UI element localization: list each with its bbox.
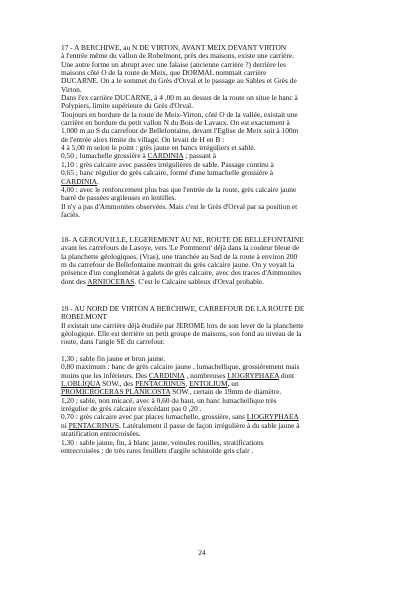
text-line: [61, 447, 351, 455]
text-line: [61, 278, 351, 286]
text-segment: , un: [227, 379, 239, 389]
text-segment: SOW., des: [100, 379, 136, 389]
text-segment: présence d'un conglomérat à galets de grès calcaire, avec des traces d'Ammonites: [61, 268, 302, 278]
text-segment: ; passant à: [183, 151, 216, 161]
text-segment: Une autre forme un abrupt avec une falaise (ancienne carrière ?) derrière les: [61, 59, 286, 69]
text-segment: la planchette géologiques, (Vras), une tranchée au Sud de la route à environ 200: [61, 251, 298, 261]
text-segment: DUCARNE. On a le sommet du Grès d'Orval et le passage au Sables et Grès de: [61, 76, 297, 86]
section-18: [61, 236, 351, 286]
text-segment: . C'est le Calcaire sableux d'Orval probable.: [134, 276, 265, 286]
underlined-taxon: CARDINIA: [61, 176, 98, 186]
text-line: [61, 338, 351, 346]
text-segment: à l'entrée même du vallon de Robelmont, près des maisons, existe une carrière.: [61, 51, 295, 61]
underlined-taxon: PENTACRINUS: [135, 379, 186, 389]
underlined-taxon: L.OBLIQUA: [61, 379, 101, 389]
underlined-taxon: CARDINIA: [148, 370, 185, 380]
text-segment: Il existait une carrière déjà étudiée par JEROME lors de son lever de la planchette: [61, 320, 304, 330]
text-segment: 0,80 maximum : banc de grès calcaire jaune , lumachellique, grossièrement mais: [61, 362, 300, 372]
underlined-taxon: LIOGRYPHAEA: [246, 412, 299, 422]
text-line: [61, 211, 351, 219]
text-line: [61, 77, 351, 85]
text-segment: 4 à 5,00 m selon le point : grès jaune en bancs irréguliers et sablé.: [61, 143, 256, 153]
text-segment: faciès.: [61, 209, 81, 219]
text-segment: m du carrefour de Bellefontaine montrait du grès calcaire jaune. On y voyait la: [61, 260, 295, 270]
text-segment: .: [97, 176, 99, 186]
text-segment: SOW., certain de 19mm de diamètre.: [170, 387, 282, 397]
text-segment: de l'entrée alors limite du village. On levait de H en B :: [61, 134, 225, 144]
section-17: [61, 44, 351, 219]
text-segment: maisons côté O de la route de Meix, que DORMAL nommait carrière: [61, 68, 267, 78]
text-segment: , nombreuses: [184, 370, 228, 380]
underlined-taxon: PENTACRINUS: [68, 420, 119, 430]
text-segment: 0,70 : grès calcaire avec par places lumachelle, grossière, sans: [61, 412, 247, 422]
text-segment: ,: [185, 379, 190, 389]
text-segment: Il n'y a pas d'Ammonites observées. Mais c'est le Grès d'Orval par sa position et: [61, 201, 298, 211]
text-segment: barré de passées argileuses en lentilles.: [61, 193, 177, 203]
text-segment: 1,10 : grès calcaire avec passées irrégulières de sable. Passage continu à: [61, 159, 274, 169]
underlined-taxon: CARDINIA: [147, 151, 184, 161]
text-line: [61, 169, 351, 177]
text-segment: avant les carrefours de Lasoye, vers 'Le Pommerut' déjà dans la couleur bleue de: [61, 243, 300, 253]
underlined-taxon: LIOGRYPHAEA: [227, 370, 280, 380]
underlined-taxon: PROMICROCERAS PLANICOSTA: [61, 387, 171, 397]
text-segment: 1,30 : sable jaune, fin, à blanc jaune, veinules rouilles, stratifications: [61, 437, 264, 447]
text-segment: 18- A GEROUVILLE, LEGEREMENT AU NE, ROUTE DE BELLEFONTAINE: [61, 235, 304, 244]
text-segment: dont: [279, 370, 295, 380]
text-segment: géologique. Elle est derrière un petit groupe de maisons, son fond au niveau de la: [61, 329, 302, 339]
underlined-taxon: ARNIOCERAS: [87, 276, 135, 286]
text-segment: moins que les inférieurs. Des: [61, 370, 149, 380]
text-segment: stratification entrecroisées.: [61, 429, 141, 439]
text-line: [61, 203, 351, 211]
text-segment: 17 - A BERCHIWE, au N DE VIRTON, AVANT MEIX DEVANT VIRTON: [61, 43, 287, 52]
text-segment: Toujours en bordure de la route de Meix-Virton, côté O de la vallée, existait une: [61, 109, 298, 119]
text-segment: entrecroisées ; de très rares feuillets d'argile schistoïde gris clair .: [61, 445, 254, 455]
text-segment: 4,00 : avec le renfoncement plus bas que l'entrée de la route, grès calcaire jaune: [61, 184, 297, 194]
text-segment: irrégulier de grès calcaire n'excédant pas 0 ,20 .: [61, 404, 202, 414]
text-segment: carrière en bordure du petit vallon N du Bois de Lavaux. On est exactement à: [61, 118, 290, 128]
text-segment: Polypiers, limite supérieure du Grès d'Orval.: [61, 101, 194, 111]
text-segment: ni: [61, 420, 69, 430]
text-segment: 19 - AU NORD DE VIRTON A BERCHIWE, CARREFOUR DE LA ROUTE DE: [61, 304, 305, 313]
text-segment: . Latéralement il passe de façon irrégulière à du sable jaune à: [118, 420, 300, 430]
text-segment: dont des: [61, 276, 88, 286]
text-segment: 1,20 ; sable, non micacé, avec à 0,60 du haut, un banc lumachellique très: [61, 395, 277, 405]
text-segment: Virton.: [61, 84, 82, 94]
text-segment: 1,30 ; sable fin jaune et brun jaune.: [61, 354, 166, 364]
underlined-taxon: ENTOLIUM: [189, 379, 228, 389]
text-segment: 1.000 m au S du carrefour de Bellefontaine, devant l'Eglise de Meix soit à 100m: [61, 126, 299, 136]
text-segment: 0,65 ; banc régulier de grès calcaire, formé d'une lumachelle grossière à: [61, 168, 274, 178]
page-number: 24: [198, 548, 206, 557]
text-segment: ROBELMONT: [61, 312, 107, 322]
section-19: [61, 305, 351, 455]
text-segment: Dans l'ex carrière DUCARNE, à 4 ,00 m au dessus de la route on situe le banc à: [61, 93, 298, 103]
text-segment: route, dans l'angle SE du carrefour.: [61, 337, 165, 347]
text-segment: 0,50 ; lumachelle grossière à: [61, 151, 148, 161]
